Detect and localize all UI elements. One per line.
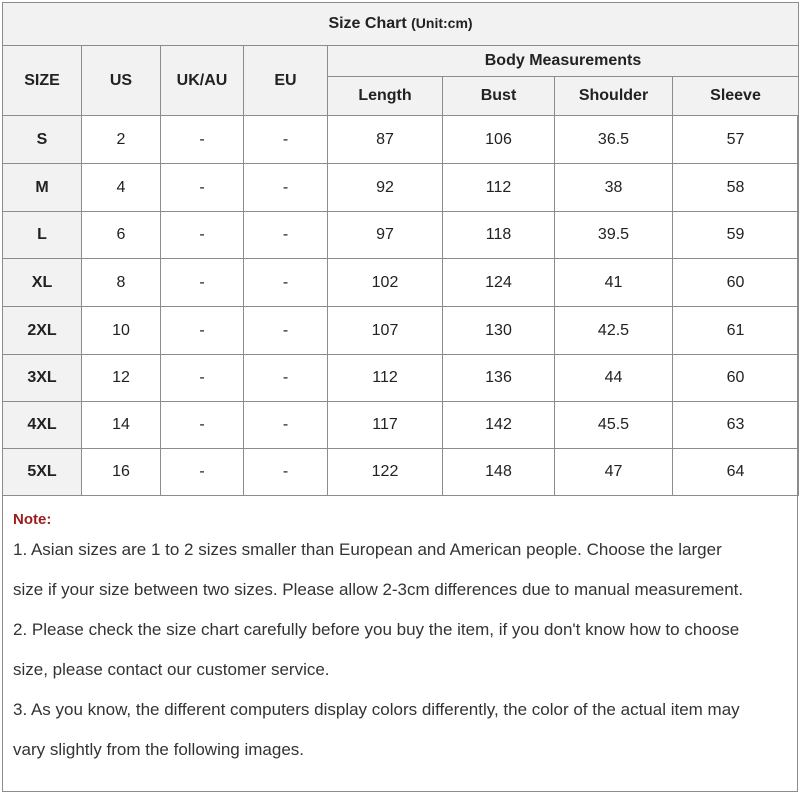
ukau-cell: - [161,212,244,259]
table-row [3,307,799,355]
shoulder-cell: 38 [555,164,673,212]
ukau-cell: - [161,449,244,496]
size-cell: L [3,212,82,259]
length-cell: 87 [328,116,443,164]
table-row [3,116,799,164]
shoulder-cell: 39.5 [555,212,673,259]
sleeve-cell: 63 [673,402,799,449]
length-cell: 97 [328,212,443,259]
notes-title: Note: [13,511,52,528]
us-cell: 4 [82,164,161,212]
notes-section [13,503,793,780]
header-ukau: UK/AU [161,46,244,116]
us-cell: 12 [82,355,161,402]
table-row [3,212,799,259]
sleeve-cell: 60 [673,355,799,402]
ukau-cell: - [161,402,244,449]
size-cell: 4XL [3,402,82,449]
length-cell: 102 [328,259,443,307]
length-cell: 117 [328,402,443,449]
shoulder-cell: 45.5 [555,402,673,449]
shoulder-cell: 44 [555,355,673,402]
bust-cell: 118 [443,212,555,259]
eu-cell: - [244,116,328,164]
bust-cell: 148 [443,449,555,496]
shoulder-cell: 42.5 [555,307,673,355]
size-cell: XL [3,259,82,307]
sleeve-cell: 58 [673,164,799,212]
ukau-cell: - [161,116,244,164]
ukau-cell: - [161,164,244,212]
size-cell: 2XL [3,307,82,355]
us-cell: 6 [82,212,161,259]
length-cell: 92 [328,164,443,212]
length-cell: 112 [328,355,443,402]
us-cell: 8 [82,259,161,307]
header-eu: EU [244,46,328,116]
note-line: 2. Please check the size chart carefully before you buy the item, if you don't know how to choose [13,620,740,639]
size-chart-table [2,2,799,496]
shoulder-cell: 36.5 [555,116,673,164]
bust-cell: 124 [443,259,555,307]
ukau-cell: - [161,355,244,402]
table-row [3,259,799,307]
size-cell: 5XL [3,449,82,496]
table-row [3,449,799,496]
size-cell: S [3,116,82,164]
sleeve-cell: 59 [673,212,799,259]
size-cell: M [3,164,82,212]
length-cell: 122 [328,449,443,496]
eu-cell: - [244,164,328,212]
eu-cell: - [244,212,328,259]
header-bust: Bust [443,77,555,116]
chart-title [3,3,799,46]
bust-cell: 130 [443,307,555,355]
note-line: 3. As you know, the different computers display colors differently, the color of the actual item may [13,700,740,719]
eu-cell: - [244,307,328,355]
sleeve-cell: 60 [673,259,799,307]
eu-cell: - [244,449,328,496]
header-sleeve: Sleeve [673,77,799,116]
length-cell: 107 [328,307,443,355]
note-line: vary slightly from the following images. [13,740,305,759]
sleeve-cell: 61 [673,307,799,355]
note-line: size if your size between two sizes. Please allow 2-3cm differences due to manual measurement. [13,580,744,599]
ukau-cell: - [161,307,244,355]
header-body-measurements: Body Measurements [328,46,799,77]
shoulder-cell: 47 [555,449,673,496]
chart-title-main: Size Chart [328,15,407,32]
sleeve-cell: 57 [673,116,799,164]
us-cell: 16 [82,449,161,496]
size-cell: 3XL [3,355,82,402]
ukau-cell: - [161,259,244,307]
header-length: Length [328,77,443,116]
bust-cell: 136 [443,355,555,402]
bust-cell: 112 [443,164,555,212]
note-line: size, please contact our customer service. [13,660,330,679]
header-size: SIZE [3,46,82,116]
shoulder-cell: 41 [555,259,673,307]
note-line: 1. Asian sizes are 1 to 2 sizes smaller than European and American people. Choose the larger [13,540,722,559]
header-us: US [82,46,161,116]
size-chart-sheet [2,2,798,792]
us-cell: 14 [82,402,161,449]
table-row [3,164,799,212]
chart-title-unit: (Unit:cm) [411,15,473,31]
bust-cell: 106 [443,116,555,164]
us-cell: 2 [82,116,161,164]
table-row [3,402,799,449]
us-cell: 10 [82,307,161,355]
eu-cell: - [244,402,328,449]
sleeve-cell: 64 [673,449,799,496]
bust-cell: 142 [443,402,555,449]
header-shoulder: Shoulder [555,77,673,116]
eu-cell: - [244,355,328,402]
table-row [3,355,799,402]
eu-cell: - [244,259,328,307]
